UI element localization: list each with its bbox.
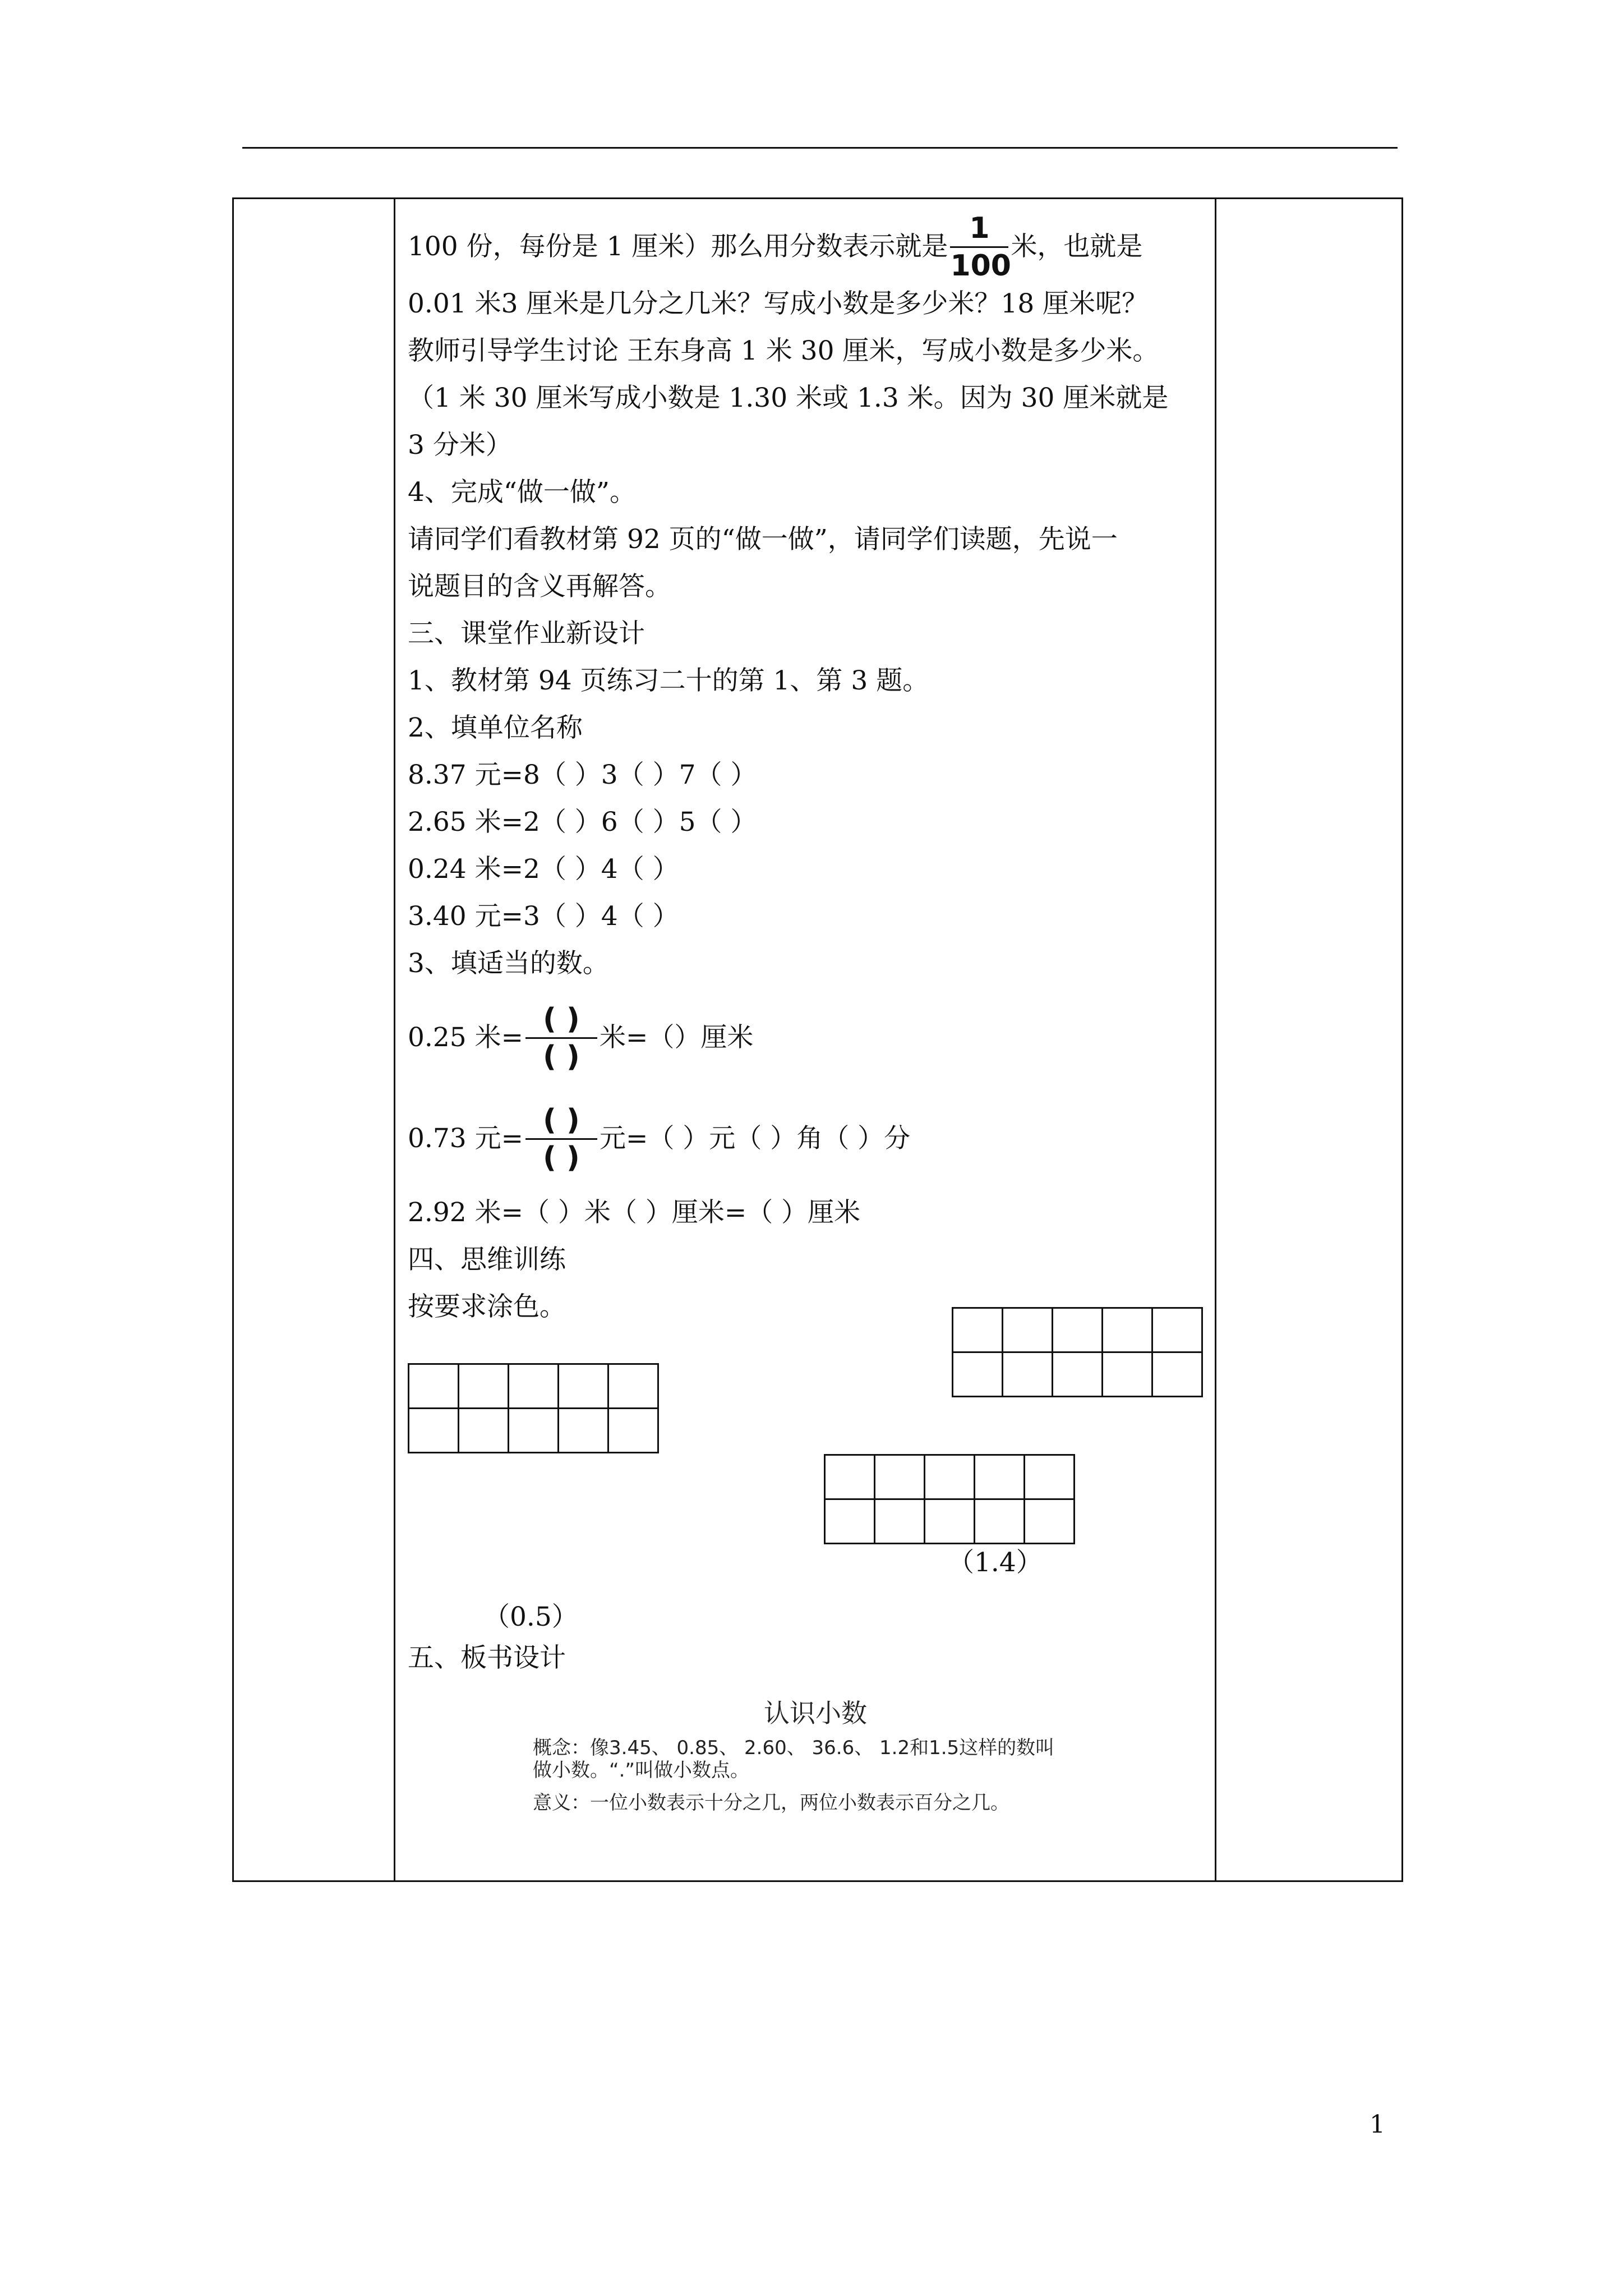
exercise-line: 0.24 米=2（ ）4（ ）	[408, 854, 679, 885]
fraction-exercise-lead: 0.73 元=	[408, 1123, 523, 1154]
exercise-line: 2.65 米=2（ ）6（ ）5（ ）	[408, 807, 757, 838]
fraction-one-hundredth	[950, 210, 1011, 284]
column-divider-right	[1215, 199, 1216, 1880]
blank-numerator: ( )	[543, 1103, 580, 1137]
section-heading: 三、课堂作业新设计	[408, 618, 645, 649]
intro-text-tail: 米，也就是	[1011, 231, 1143, 262]
exercise-line: 2.92 米=（ ）米（ ）厘米=（ ）厘米	[408, 1197, 861, 1228]
intro-line	[408, 211, 1210, 283]
blank-denominator: ( )	[543, 1039, 580, 1074]
blank-fraction	[525, 1001, 597, 1075]
fraction-exercise-tail: 元=（ ）元（ ）角（ ）分	[599, 1123, 911, 1154]
fraction-exercise-lead: 0.25 米=	[408, 1022, 523, 1053]
board-meaning: 意义：一位小数表示十分之几，两位小数表示百分之几。	[533, 1792, 1009, 1814]
blank-fraction	[525, 1102, 597, 1176]
text-line: 教师引导学生讨论 王东身高 1 米 30 厘米，写成小数是多少米。	[408, 335, 1159, 366]
exercise-line: 8.37 元=8（ ）3（ ）7（ ）	[408, 760, 757, 790]
section-heading: 五、板书设计	[408, 1642, 566, 1673]
text-line: 1、教材第 94 页练习二十的第 1、第 3 题。	[408, 665, 929, 696]
column-divider-left	[394, 199, 395, 1880]
blank-denominator: ( )	[543, 1140, 580, 1175]
fraction-numerator: 1	[969, 211, 990, 245]
text-line: 请同学们看教材第 92 页的“做一做”，请同学们读题，先说一	[408, 524, 1118, 555]
blank-numerator: ( )	[543, 1002, 580, 1036]
text-line: 4、完成“做一做”。	[408, 477, 636, 508]
grid-caption-0-5: （0.5）	[483, 1602, 578, 1632]
board-title: 认识小数	[764, 1698, 867, 1728]
text-line: 3、填适当的数。	[408, 948, 609, 979]
text-line: 2、填单位名称	[408, 712, 583, 743]
fraction-exercise-tail: 米=（）厘米	[599, 1022, 754, 1053]
coloring-grid-left	[408, 1363, 659, 1453]
page-number: 1	[1370, 2110, 1385, 2139]
text-line: 说题目的含义再解答。	[408, 571, 671, 602]
fraction-exercise	[408, 987, 1210, 1088]
board-concept-line2: 做小数。“.”叫做小数点。	[533, 1759, 750, 1782]
exercise-line: 3.40 元=3（ ）4（ ）	[408, 901, 679, 932]
section-heading: 四、思维训练	[408, 1244, 566, 1275]
header-rule	[242, 147, 1398, 149]
intro-text: 100 份，每份是 1 厘米）那么用分数表示就是	[408, 231, 948, 262]
text-line: 3 分米）	[408, 430, 512, 461]
text-line: 按要求涂色。	[408, 1291, 566, 1322]
text-line: （1 米 30 厘米写成小数是 1.30 米或 1.3 米。因为 30 厘米就是	[408, 383, 1169, 413]
fraction-exercise	[408, 1088, 1210, 1189]
text-line: 0.01 米3 厘米是几分之几米？写成小数是多少米？18 厘米呢？	[408, 288, 1149, 319]
coloring-grid-middle	[824, 1454, 1075, 1544]
fraction-denominator: 100	[950, 249, 1011, 283]
grid-caption-1-4: （1.4）	[948, 1547, 1043, 1578]
lesson-content	[408, 197, 1210, 1331]
board-concept-line1: 概念：像3.45、 0.85、 2.60、 36.6、 1.2和1.5这样的数叫	[533, 1737, 1055, 1759]
coloring-grid-top-right	[952, 1307, 1203, 1397]
